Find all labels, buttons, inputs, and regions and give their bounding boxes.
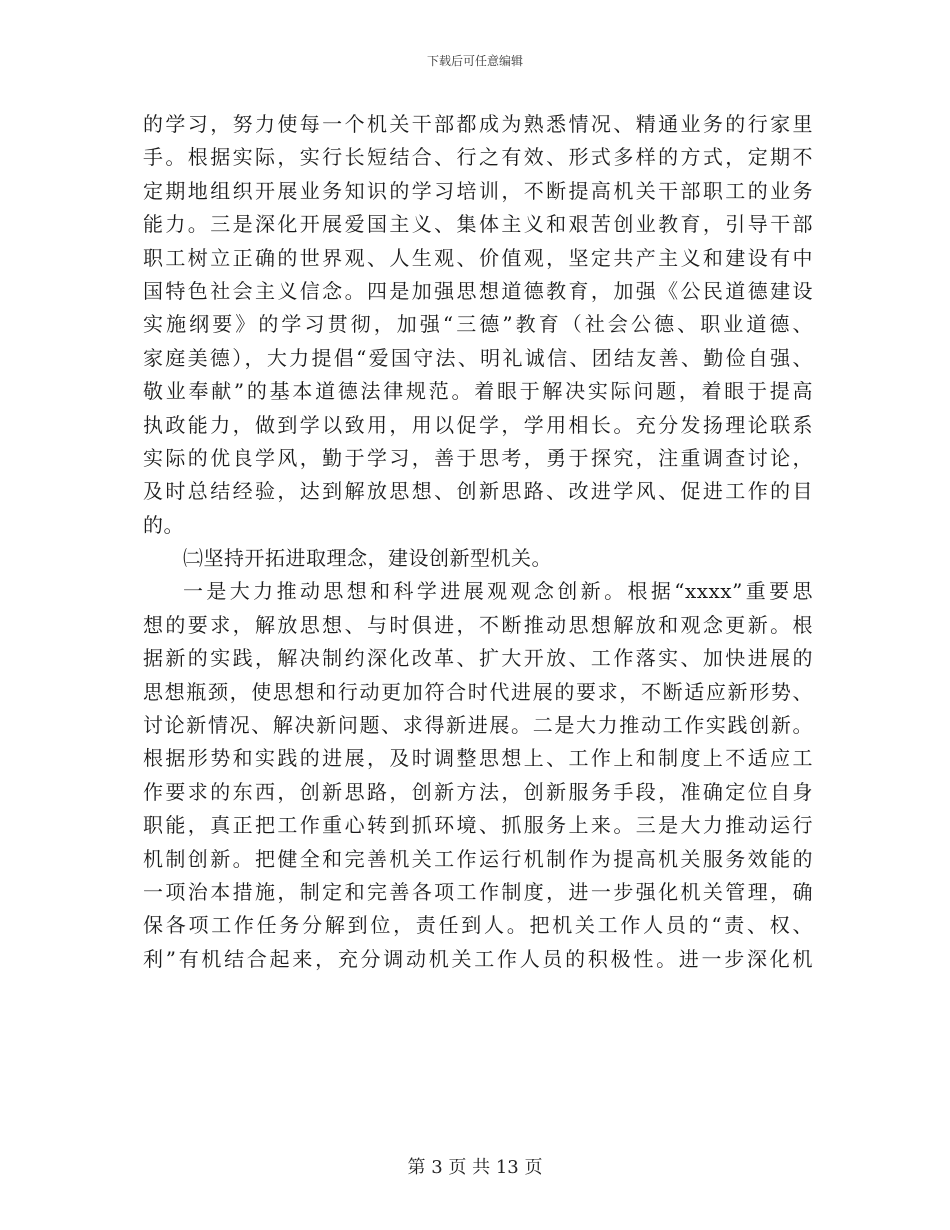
- page-header: 下载后可任意编辑: [426, 54, 523, 68]
- body-line: 机制创新。把健全和完善机关工作运行机制作为提高机关服务效能的: [143, 846, 813, 871]
- body-line: 一项治本措施，制定和完善各项工作制度，进一步强化机关管理，确: [143, 879, 813, 904]
- body-line: 保各项工作任务分解到位，责任到人。把机关工作人员的“责、权、: [143, 913, 813, 938]
- body-line: 实际的优良学风，勤于学习，善于思考，勇于探究，注重调查讨论，: [143, 445, 813, 470]
- body-line: 想的要求，解放思想、与时俱进，不断推动思想解放和观念更新。根: [143, 612, 813, 637]
- body-line: 能力。三是深化开展爱国主义、集体主义和艰苦创业教育，引导干部: [143, 212, 813, 237]
- body-line: 的学习，努力使每一个机关干部都成为熟悉情况、精通业务的行家里: [143, 112, 813, 136]
- body-line: 执政能力，做到学以致用，用以促学，学用相长。充分发扬理论联系: [143, 412, 813, 437]
- body-line: 的。: [143, 512, 184, 537]
- body-line: 国特色社会主义信念。四是加强思想道德教育，加强《公民道德建设: [143, 278, 813, 303]
- body-line: 作要求的东西，创新思路，创新方法，创新服务手段，准确定位自身: [143, 779, 813, 804]
- section-heading: ㈡坚持开拓进取理念，建设创新型机关。: [183, 546, 552, 571]
- body-line: 一是大力推动思想和科学进展观观念创新。根据“xxxx”重要思: [183, 579, 813, 604]
- body-line: 利”有机结合起来，充分调动机关工作人员的积极性。进一步深化机: [143, 946, 813, 971]
- document-body: [143, 108, 813, 976]
- body-line: 手。根据实际，实行长短结合、行之有效、形式多样的方式，定期不: [143, 145, 813, 170]
- body-line: 定期地组织开展业务知识的学习培训，不断提高机关干部职工的业务: [143, 178, 813, 203]
- body-line: 家庭美德），大力提倡“爱国守法、明礼诚信、团结友善、勤俭自强、: [143, 345, 813, 370]
- page-number-footer: 第 3 页 共 13 页: [407, 1157, 543, 1178]
- body-line: 及时总结经验，达到解放思想、创新思路、改进学风、促进工作的目: [143, 479, 813, 504]
- body-line: 根据形势和实践的进展，及时调整思想上、工作上和制度上不适应工: [143, 746, 813, 771]
- body-line: 思想瓶颈，使思想和行动更加符合时代进展的要求，不断适应新形势、: [143, 679, 813, 704]
- body-line: 敬业奉献”的基本道德法律规范。着眼于解决实际问题，着眼于提高: [143, 379, 813, 404]
- body-line: 实施纲要》的学习贯彻，加强“三德”教育（社会公德、职业道德、: [143, 312, 813, 337]
- body-line: 职能，真正把工作重心转到抓环境、抓服务上来。三是大力推动运行: [143, 813, 813, 838]
- body-line: 职工树立正确的世界观、人生观、价值观，坚定共产主义和建设有中: [143, 245, 813, 270]
- body-line: 讨论新情况、解决新问题、求得新进展。二是大力推动工作实践创新。: [143, 713, 813, 738]
- body-line: 据新的实践，解决制约深化改革、扩大开放、工作落实、加快进展的: [143, 646, 813, 671]
